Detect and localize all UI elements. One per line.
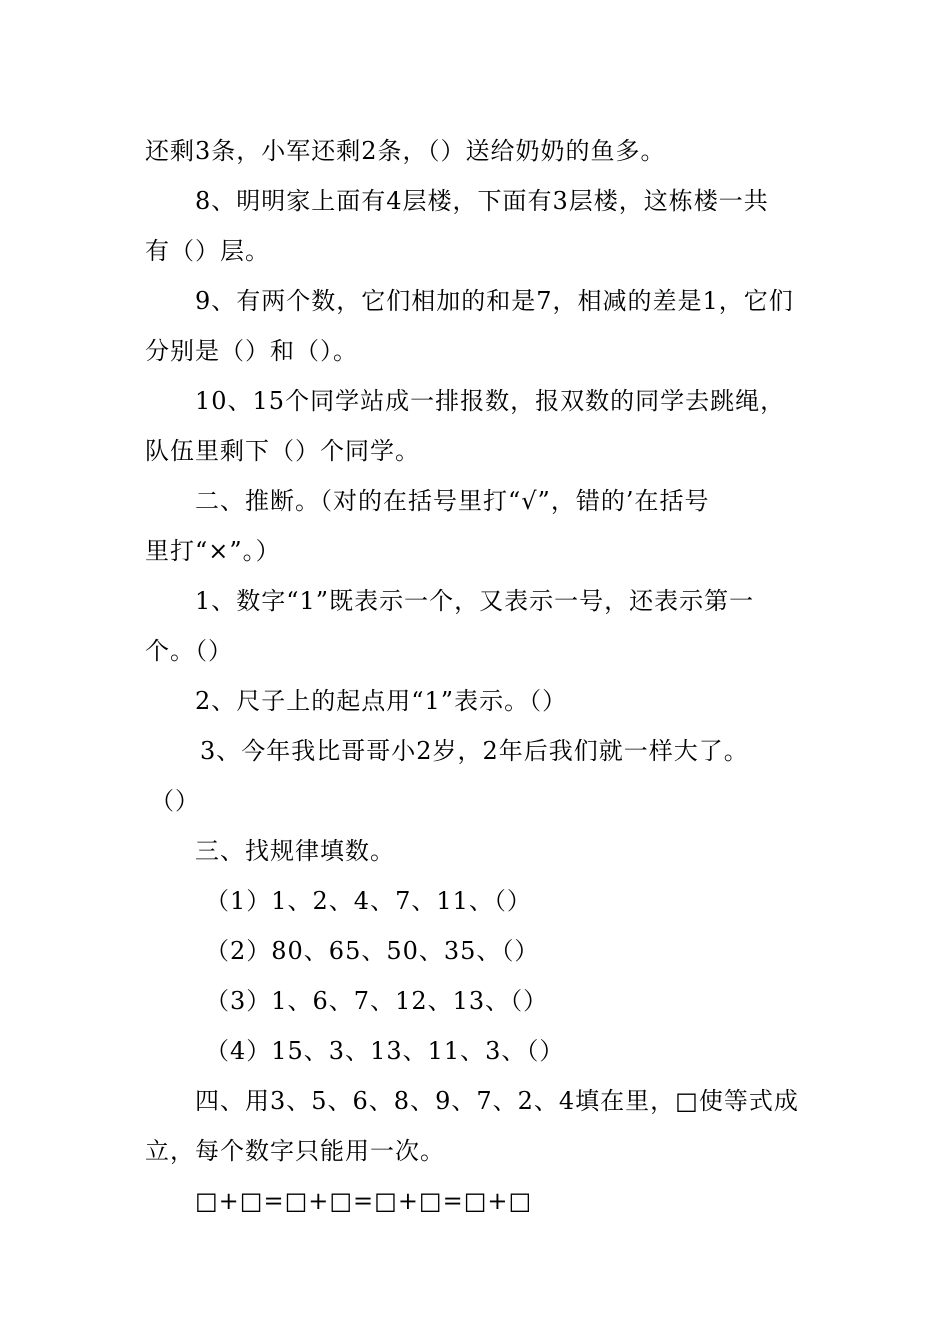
judge-3-line-2: （） (150, 787, 200, 815)
equation-boxes: □+□=□+□=□+□=□+□ (195, 1187, 533, 1215)
judge-3-line-1: 3、今年我比哥哥小2岁，2年后我们就一样大了。 (200, 737, 749, 765)
question-8-line-2: 有（）层。 (145, 237, 270, 265)
question-10-line-1: 10、15个同学站成一排报数，报双数的同学去跳绳， (195, 387, 786, 415)
pattern-3: （3）1、6、7、12、13、（） (205, 987, 549, 1015)
question-9-line-2: 分别是（）和（）。 (145, 337, 358, 365)
question-9-line-1: 9、有两个数，它们相加的和是7，相减的差是1，它们 (195, 287, 794, 315)
section-2-heading-line-2: 里打“×”。） (145, 537, 281, 565)
pattern-4: （4）15、3、13、11、3、（） (205, 1037, 565, 1065)
pattern-1: （1）1、2、4、7、11、（） (205, 887, 532, 915)
judge-1-line-2: 个。（） (145, 637, 233, 665)
section-4-heading-line-1: 四、用3、5、6、8、9、7、2、4填在里，□使等式成 (195, 1087, 799, 1115)
judge-2-line: 2、尺子上的起点用“1”表示。（） (195, 687, 568, 715)
section-2-heading-line-1: 二、推断。（对的在括号里打“√”，错的’在括号 (195, 487, 710, 515)
question-10-line-2: 队伍里剩下（）个同学。 (145, 437, 420, 465)
judge-1-line-1: 1、数字“1”既表示一个，又表示一号，还表示第一 (195, 587, 755, 615)
pattern-2: （2）80、65、50、35、（） (205, 937, 540, 965)
section-3-heading: 三、找规律填数。 (195, 837, 395, 865)
text-line-1: 还剩3条，小军还剩2条，（）送给奶奶的鱼多。 (145, 137, 666, 165)
question-8-line-1: 8、明明家上面有4层楼，下面有3层楼，这栋楼一共 (195, 187, 769, 215)
section-4-heading-line-2: 立，每个数字只能用一次。 (145, 1137, 445, 1165)
